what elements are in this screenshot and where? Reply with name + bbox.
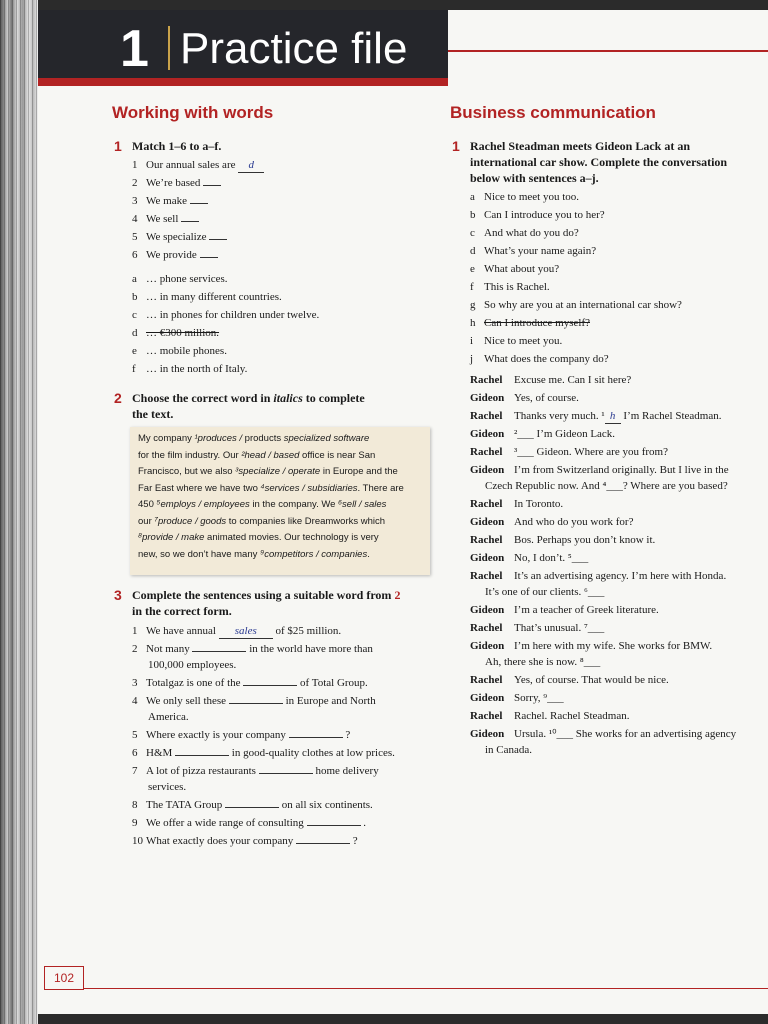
speaker-name: Rachel [470,622,503,634]
dialogue-continued: Czech Republic now. And ⁴___? Where are you based? [485,480,728,492]
list-item [132,764,379,778]
speaker-name: Rachel [470,534,503,546]
option-letter: f [132,363,136,375]
option-item [470,352,609,366]
option-letter: c [470,227,475,239]
item-number: 2 [132,643,138,655]
option-item [470,244,596,258]
dialogue-line [470,709,760,723]
option-letter: c [132,309,137,321]
item-number: 3 [132,195,138,207]
list-item [132,624,341,639]
answer-blank [203,185,221,186]
list-item [132,834,358,848]
option-item [132,362,247,376]
option-text: … mobile phones. [146,345,227,357]
item-text: in the world have more than [246,643,373,655]
dialogue-line [470,691,760,705]
text-line [138,530,422,547]
option-item [132,290,282,304]
text-line [138,431,422,448]
option-text: What does the company do? [484,353,609,365]
choice: ⁴services / subsidiaries [260,482,358,494]
item-text: We specialize [146,231,210,243]
unit-number: 1 [120,20,149,78]
dialogue-text: I’m from Switzerland originally. But I live in the [514,464,729,476]
speaker-name: Gideon [470,640,505,652]
item-number: 6 [132,249,138,261]
item-number: 3 [132,677,138,689]
item-text: on all six continents. [279,799,373,811]
choice: ²head / based [241,449,300,461]
option-text: Nice to meet you too. [484,191,580,203]
dialogue-continued: It’s one of our clients. ⁶___ [485,586,605,598]
item-text: We make [146,195,190,207]
dialogue-line [470,551,760,565]
option-item [470,280,550,294]
dialogue-line [470,621,760,635]
dialogue-text: And who do you work for? [514,516,634,528]
answer-blank [229,703,283,704]
text-segment: for the film industry. Our [138,449,242,461]
item-number: 5 [132,231,138,243]
exercise-instruction [470,138,760,186]
dialogue-text: It’s an advertising agency. I’m here with Honda. [514,570,727,582]
item-number: 4 [132,695,138,707]
item-text: A lot of pizza restaurants [146,765,259,777]
dialogue-text: Yes, of course. [514,392,579,404]
dialogue-line [470,445,760,459]
list-item [132,728,350,742]
choice: specialized software [281,433,370,444]
option-letter: b [470,209,476,221]
item-text: Our annual sales are [146,159,239,171]
text-segment: in the company. We [249,499,339,510]
speaker-name: Gideon [470,604,505,616]
option-text: This is Rachel. [484,281,550,293]
item-text: We offer a wide range of consulting [146,817,307,829]
list-item-continued: services. [148,781,187,793]
dialogue-text: I’m here with my wife. She works for BMW. [514,640,713,652]
item-number: 4 [132,213,138,225]
option-item [470,316,590,330]
option-text: So why are you at an international car show? [484,299,682,311]
item-text: in Europe and North [282,695,376,707]
option-text: Nice to meet you. [484,335,563,347]
text-segment: 450 [138,499,157,510]
text-segment: new, so we don’t have many [138,548,260,560]
dialogue-text: Ursula. ¹⁰___ She works for an advertising agency [514,728,737,740]
exercise-instruction: Choose the correct word in italics to complete the text. [132,391,365,421]
choice: ⁶sell / sales [338,499,387,510]
list-item [132,676,368,690]
speaker-name: Rachel [470,410,503,422]
option-letter: d [132,327,138,339]
option-text: … phone services. [146,273,228,285]
option-text: What’s your name again? [484,245,597,257]
unit-divider [168,26,170,70]
dialogue-text: ³___ Gideon. Where are you from? [514,446,668,458]
choice: ⁷produce / goods [154,515,227,527]
item-text: . [360,817,366,829]
list-item [132,194,208,208]
option-letter: a [132,273,137,285]
dialogue-continued: in Canada. [485,744,533,756]
dialogue-text: ²___ I’m Gideon Lack. [514,428,616,440]
option-item [470,298,682,312]
answer-blank [200,257,218,258]
option-text: … €300 million. [146,327,220,339]
choice: ⁵employs / employees [156,499,250,510]
dialogue-line [470,533,760,547]
text-segment: office is near San [299,449,376,461]
option-text: What about you? [484,263,560,275]
answer-blank [296,843,350,844]
dialogue-text: Sorry, ⁹___ [514,692,564,704]
option-item [132,326,219,340]
option-text: Can I introduce you to her? [484,209,605,221]
answer-blank [190,203,208,204]
text-segment: Far East where we have two [138,482,261,494]
answer-blank [192,651,246,652]
dialogue-text: In Toronto. [514,498,564,510]
dialogue-text: I’m Rachel Steadman. [620,410,722,422]
answer-blank [225,807,279,808]
option-item [132,344,227,358]
text-line [138,514,422,531]
answer-blank [238,158,264,173]
item-number: 10 [132,835,143,847]
option-item [470,190,579,204]
option-item [132,308,319,322]
exercise-number: 3 [114,587,122,603]
item-text: of $25 million. [272,625,342,637]
dialogue-text: Thanks very much. ¹ [514,410,605,422]
item-number: 5 [132,729,138,741]
speaker-name: Rachel [470,710,503,722]
option-letter: e [132,345,137,357]
dialogue-line [470,463,760,477]
item-text: We have annual [146,625,219,637]
option-item [470,226,579,240]
item-text: What exactly does your company [146,835,296,847]
answer-blank [259,773,313,774]
instruction-line: below with sentences a–j. [470,171,599,185]
speaker-name: Gideon [470,464,505,476]
item-text: We’re based [146,177,204,189]
option-text: And what do you do? [484,227,579,239]
dialogue-line [470,409,760,424]
item-number: 2 [132,177,138,189]
page-title: Practice file [180,24,408,73]
speaker-name: Rachel [470,674,503,686]
dialogue-text: I’m a teacher of Greek literature. [514,604,659,616]
list-item [132,694,376,708]
text-segment: Francisco, but we also [138,466,236,477]
item-text: ? [342,729,351,741]
choice: ³specialize / operate [235,466,321,477]
text-segment: . There are [357,482,404,494]
speaker-name: Gideon [470,392,505,404]
option-text: Can I introduce myself? [484,317,590,329]
dialogue-line [470,639,760,653]
dialogue-line [470,727,760,741]
item-text: The TATA Group [146,799,225,811]
option-item [470,262,559,276]
item-number: 9 [132,817,138,829]
text-segment: our [138,515,155,527]
answer-blank [289,737,343,738]
list-item-continued: America. [148,711,189,723]
item-text: We only sell these [146,695,229,707]
text-line [138,547,422,564]
dialogue-text: Excuse me. Can I sit here? [514,374,632,386]
dialogue-line [470,391,760,405]
speaker-name: Gideon [470,692,505,704]
list-item [132,642,373,656]
section-title-words: Working with words [112,103,274,122]
handwritten-answer: h [609,410,616,422]
text-segment: animated movies. Our technology is very [204,532,379,543]
option-text: … in the north of Italy. [146,363,248,375]
answer-blank [219,624,273,639]
option-item [470,208,605,222]
item-text: home delivery [312,765,379,777]
item-text: We provide [146,249,200,261]
list-item [132,798,373,812]
option-letter: i [470,335,474,347]
text-line [138,448,422,465]
option-text: … in many different countries. [146,291,282,303]
item-text: in good-quality clothes at low prices. [229,747,395,759]
option-letter: d [470,245,476,257]
dialogue-text: Rachel. Rachel Steadman. [514,710,630,722]
exercise-number: 1 [452,138,460,154]
dialogue-line [470,569,760,583]
list-item [132,816,366,830]
exercise-number: 2 [114,390,122,406]
item-number: 7 [132,765,138,777]
option-letter: b [132,291,138,303]
answer-blank [243,685,297,686]
text-line [138,497,422,514]
dialogue-text: No, I don’t. ⁵___ [514,552,589,564]
handwritten-answer: sales [234,625,257,637]
section-title-communication: Business communication [450,103,656,122]
page-edges [0,0,38,1024]
speaker-name: Rachel [470,446,503,458]
option-letter: e [470,263,475,275]
dialogue-text: That’s unusual. ⁷___ [514,622,605,634]
instruction-line: international car show. Complete the conversation [470,155,728,169]
text-line [138,481,422,498]
option-item [132,272,228,286]
choice: ¹produces / [194,433,245,444]
answer-blank [605,409,621,424]
text-segment: My company [138,433,195,444]
item-text: We sell [146,213,182,225]
option-letter: a [470,191,475,203]
speaker-name: Rachel [470,498,503,510]
text-segment: . [367,548,370,560]
item-number: 8 [132,799,138,811]
exercise-instruction: Match 1–6 to a–f. [132,139,222,153]
choice: ⁹competitors / companies [260,548,368,560]
list-item [132,158,264,173]
speaker-name: Gideon [470,516,505,528]
dialogue-line [470,373,760,387]
item-text: of Total Group. [297,677,368,689]
page-number: 102 [44,966,84,990]
list-item [132,746,395,760]
list-item [132,230,227,244]
option-letter: g [470,299,476,311]
list-item-continued: 100,000 employees. [148,659,237,671]
item-text: ? [349,835,358,847]
speaker-name: Gideon [470,428,505,440]
item-number: 1 [132,159,138,171]
instruction-line: Rachel Steadman meets Gideon Lack at an [470,139,690,153]
text-segment: in Europe and the [320,466,398,477]
answer-blank [307,825,361,826]
option-letter: j [470,353,474,365]
dialogue-line [470,603,760,617]
answer-blank [175,755,229,756]
item-text: Totalgaz is one of the [146,677,244,689]
option-item [470,334,562,348]
option-letter: h [470,317,476,329]
item-text: H&M [146,747,176,759]
speaker-name: Gideon [470,728,505,740]
exercise-number: 1 [114,138,122,154]
item-number: 6 [132,747,138,759]
list-item [132,212,199,226]
option-text: … in phones for children under twelve. [146,309,320,321]
list-item [132,176,221,190]
speaker-name: Rachel [470,570,503,582]
answer-blank [209,239,227,240]
text-segment: products [244,433,282,444]
exercise-instruction: Complete the sentences using a suitable word from 2 in the correct form. [132,588,401,618]
dialogue-text: Yes, of course. That would be nice. [514,674,669,686]
item-number: 1 [132,625,138,637]
dialogue-text: Bos. Perhaps you don’t know it. [514,534,656,546]
header-rule [448,50,768,52]
text-line [138,464,422,481]
choice: ⁸provide / make [138,532,205,543]
option-letter: f [470,281,474,293]
dialogue-line [470,515,760,529]
item-text: Not many [146,643,193,655]
text-box [130,427,430,575]
dialogue-line [470,673,760,687]
speaker-name: Gideon [470,552,505,564]
answer-blank [181,221,199,222]
item-text: Where exactly is your company [146,729,289,741]
dialogue-line [470,427,760,441]
dialogue-continued: Ah, there she is now. ⁸___ [485,656,601,668]
speaker-name: Rachel [470,374,503,386]
dialogue-line [470,497,760,511]
handwritten-answer: d [248,159,254,171]
footer-rule [84,988,768,989]
list-item [132,248,218,262]
text-segment: to companies like Dreamworks which [226,515,386,527]
